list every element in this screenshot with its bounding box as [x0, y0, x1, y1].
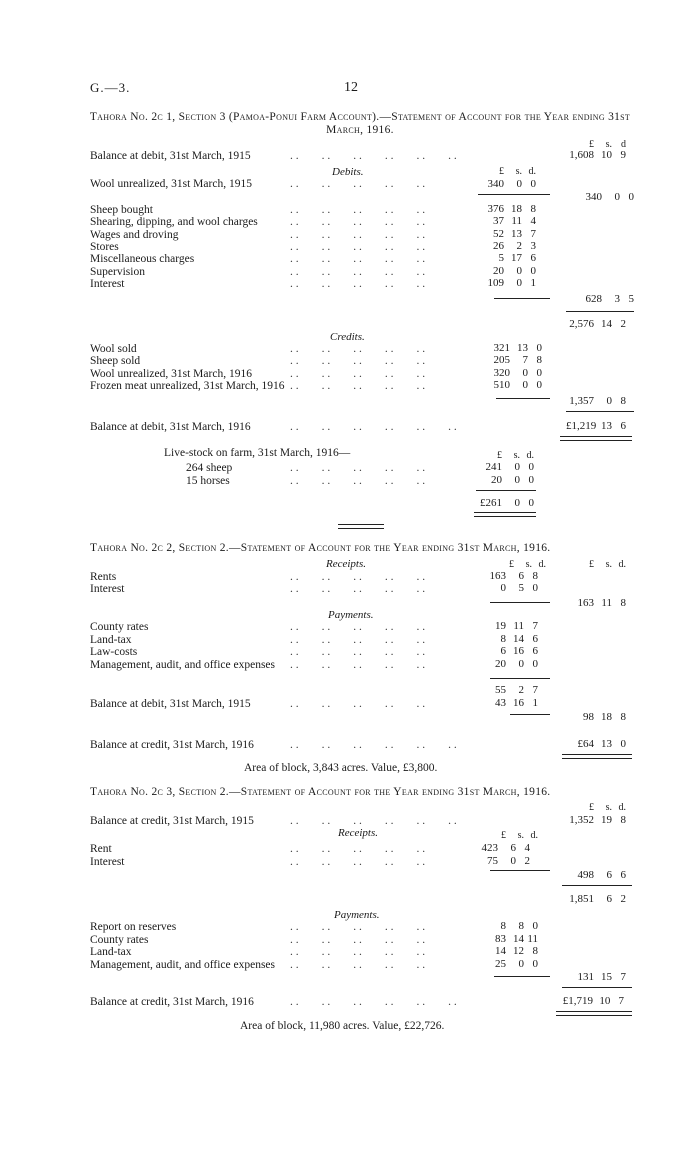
- leader-dots: . . . . . . . . . .: [290, 933, 426, 946]
- leader-dots: . . . . . . . . . .: [290, 571, 426, 583]
- rule: [490, 602, 550, 603]
- ledger-item-label: Wool sold: [90, 343, 137, 355]
- s1-credits-total: 1,357 0 8: [569, 395, 626, 407]
- ledger-item-amount: 37 11 4: [493, 215, 536, 228]
- leader-dots: . . . . . . . . . .: [290, 204, 426, 216]
- ledger-item-amount: 0 5 0: [500, 582, 538, 594]
- ledger-item-amount: 5 17 6: [498, 252, 536, 265]
- leader-dots: . . . . . . . . . .: [290, 621, 426, 633]
- leader-dots: . . . . . . . . . .: [290, 240, 426, 253]
- s3-payments-heading: Payments.: [334, 909, 380, 921]
- ledger-item-amount: 25 0 0: [495, 957, 538, 970]
- ledger-item-label: Interest: [90, 277, 125, 290]
- leader-dots: . . . . . . . . . .: [290, 277, 426, 290]
- ledger-item-amount: 20 0 0: [491, 473, 534, 486]
- s2-payments-subtotal: 55 2 7: [495, 684, 538, 696]
- s2-debit-1915-label: Balance at debit, 31st March, 1915: [90, 698, 251, 710]
- double-rule: [474, 512, 536, 517]
- s3-closing-amount: £1,719 10 7: [562, 995, 624, 1007]
- s1-wool-amount: 340 0 0: [487, 178, 536, 190]
- ledger-item-amount: 8 14 6: [500, 632, 538, 645]
- s3-receipts-heading: Receipts.: [338, 827, 379, 839]
- ledger-item-label: 15 horses: [186, 474, 230, 487]
- ledger-item-label: Sheep bought: [90, 204, 153, 216]
- leader-dots: . . . . . . . . . .: [290, 355, 426, 368]
- ledger-item-label: Frozen meat unrealized, 31st March, 1916: [90, 379, 285, 392]
- s3-payments-total: 131 15 7: [577, 971, 626, 983]
- s2-closing-label: Balance at credit, 31st March, 1916: [90, 739, 254, 751]
- section-divider: [338, 524, 384, 525]
- leader-dots: . . . . . . . . . .: [290, 658, 426, 671]
- ledger-item-amount: 510 0 0: [493, 378, 542, 391]
- s2-debit-1915-amount: 43 16 1: [495, 697, 538, 709]
- section2-title: Tahora No. 2c 2, Section 2.—Statement of Account for the Year ending 31st March, 1916.: [90, 542, 551, 554]
- s3-opening-amount: 1,352 19 8: [569, 814, 626, 826]
- rule: [490, 678, 550, 679]
- ledger-item-label: 264 sheep: [186, 462, 233, 474]
- ledger-item-amount: 109 0 1: [487, 276, 536, 289]
- leader-dots: . . . . . . . . . .: [290, 474, 426, 487]
- leader-dots: . . . . . . . . . .: [290, 646, 426, 658]
- ledger-item-label: County rates: [90, 621, 149, 633]
- ledger-item-amount: 83 14 11: [495, 932, 538, 945]
- s3-receipts-total: 498 6 6: [577, 869, 626, 881]
- double-rule: [562, 754, 632, 759]
- s1-opening-label: Balance at debit, 31st March, 1915: [90, 150, 251, 162]
- leader-dots: . . . . . . . . . .: [290, 216, 426, 229]
- leader-dots: . . . . . . . . . . . .: [290, 739, 457, 751]
- leader-dots: . . . . . . . . . . . .: [290, 996, 457, 1008]
- s1-wool-total: 340 0 0: [585, 191, 634, 203]
- ledger-item-label: Supervision: [90, 265, 145, 278]
- s1-livestock-total: £261 0 0: [480, 497, 534, 509]
- ledger-item-amount: 6 16 6: [500, 645, 538, 657]
- ledger-item-label: Stores: [90, 240, 119, 253]
- leader-dots: . . . . . . . . . .: [290, 462, 426, 474]
- ledger-item-label: Sheep sold: [90, 355, 141, 368]
- leader-dots: . . . . . . . . . .: [290, 367, 426, 380]
- s1-closing-amount: £1,219 13 6: [566, 420, 626, 432]
- s2-payments-total: 98 18 8: [583, 711, 626, 723]
- s2-receipts-heading: Receipts.: [326, 558, 367, 570]
- s1-closing-label: Balance at debit, 31st March, 1916: [90, 421, 251, 433]
- section-divider: [338, 528, 384, 529]
- rule: [496, 398, 550, 399]
- double-rule: [556, 1011, 632, 1016]
- ledger-item-amount: 205 7 8: [493, 354, 542, 367]
- ledger-item-label: Report on reserves: [90, 921, 177, 933]
- s1-debits-total: 628 3 5: [585, 293, 634, 305]
- s1-opening-amount: 1,608 10 9: [569, 149, 626, 161]
- s1-livestock-currency: £ s. d.: [497, 450, 534, 461]
- ledger-item-amount: 19 11 7: [495, 620, 538, 632]
- leader-dots: . . . . . . . . . .: [290, 921, 426, 933]
- rule: [476, 490, 536, 491]
- ledger-item-label: Land-tax: [90, 946, 132, 958]
- s1-livestock-heading: Live-stock on farm, 31st March, 1916—: [164, 447, 351, 459]
- ledger-item-label: Management, audit, and office expenses: [90, 958, 275, 971]
- s3-sum-amount: 1,851 6 2: [569, 893, 626, 905]
- ledger-item-amount: 163 6 8: [489, 570, 538, 582]
- ledger-item-label: Rents: [90, 571, 117, 583]
- s2-currency-a: £ s. d.: [509, 559, 546, 570]
- ledger-item-amount: 20 0 0: [495, 657, 538, 670]
- ledger-item-label: County rates: [90, 933, 149, 946]
- leader-dots: . . . . . . . . . .: [290, 178, 426, 190]
- leader-dots: . . . . . . . . . .: [290, 843, 426, 855]
- ledger-item-amount: 75 0 2: [487, 854, 530, 867]
- ledger-item-amount: 8 8 0: [500, 920, 538, 932]
- s3-currency: £ s. d.: [589, 802, 626, 813]
- ledger-item-amount: 321 13 0: [493, 342, 542, 354]
- leader-dots: . . . . . . . . . .: [290, 855, 426, 868]
- s1-wool-label: Wool unrealized, 31st March, 1915: [90, 178, 252, 190]
- rule: [566, 411, 634, 412]
- leader-dots: . . . . . . . . . .: [290, 958, 426, 971]
- s2-closing-amount: £64 13 0: [577, 738, 626, 750]
- ledger-item-amount: 241 0 0: [485, 461, 534, 473]
- ledger-item-label: Interest: [90, 855, 125, 868]
- section1-title: Tahora No. 2c 1, Section 3 (Pamoa-Ponui Farm Account).—Statement of Account for the Year ending 31st March, 1916.: [89, 111, 631, 136]
- ledger-item-amount: 26 2 3: [493, 239, 536, 252]
- leader-dots: . . . . . . . . . .: [290, 228, 426, 241]
- rule: [510, 714, 550, 715]
- leader-dots: . . . . . . . . . . . .: [290, 150, 457, 162]
- rule: [494, 976, 550, 977]
- s2-currency-b: £ s. d.: [589, 559, 626, 570]
- ledger-item-amount: 14 12 8: [495, 945, 538, 957]
- s1-currency-header: £ s. d: [589, 139, 626, 150]
- rule: [490, 870, 550, 871]
- ledger-item-amount: 376 18 8: [487, 203, 536, 215]
- rule: [494, 298, 550, 299]
- ledger-item-amount: 52 13 7: [493, 227, 536, 240]
- ledger-item-label: Rent: [90, 843, 112, 855]
- s3-closing-label: Balance at credit, 31st March, 1916: [90, 996, 254, 1008]
- rule: [478, 194, 550, 195]
- ledger-item-label: Management, audit, and office expenses: [90, 658, 275, 671]
- ledger-item-label: Wages and droving: [90, 228, 179, 241]
- rule: [562, 885, 632, 886]
- s1-credits-heading: Credits.: [330, 331, 365, 343]
- rule: [566, 311, 634, 312]
- s2-payments-heading: Payments.: [328, 609, 374, 621]
- leader-dots: . . . . . . . . . .: [290, 583, 426, 595]
- leader-dots: . . . . . . . . . . . .: [290, 815, 457, 827]
- leader-dots: . . . . . . . . . .: [290, 343, 426, 355]
- leader-dots: . . . . . . . . . .: [290, 946, 426, 958]
- s1-debit-currency: £ s. d.: [499, 166, 536, 177]
- leader-dots: . . . . . . . . . .: [290, 253, 426, 266]
- s1-debits-heading: Debits.: [332, 166, 364, 178]
- leader-dots: . . . . . . . . . .: [290, 265, 426, 278]
- s1-grand-total: 2,576 14 2: [569, 318, 626, 330]
- leader-dots: . . . . . . . . . . . .: [290, 421, 457, 433]
- ledger-item-label: Land-tax: [90, 633, 132, 646]
- leader-dots: . . . . . . . . . .: [290, 698, 426, 710]
- s2-area-value: Area of block, 3,843 acres. Value, £3,800.: [244, 762, 438, 774]
- ledger-item-label: Wool unrealized, 31st March, 1916: [90, 367, 252, 380]
- ledger-item-amount: 20 0 0: [493, 264, 536, 277]
- ledger-item-label: Law-costs: [90, 646, 138, 658]
- ledger-item-label: Shearing, dipping, and wool charges: [90, 216, 258, 229]
- page-number: 12: [344, 80, 358, 95]
- ledger-item-amount: 423 6 4: [481, 842, 530, 854]
- ledger-item-amount: 320 0 0: [493, 366, 542, 379]
- s2-receipts-total: 163 11 8: [577, 597, 626, 609]
- s3-opening-label: Balance at credit, 31st March, 1915: [90, 815, 254, 827]
- document-code: G.—3.: [90, 80, 131, 95]
- s3-area-value: Area of block, 11,980 acres. Value, £22,726.: [240, 1020, 445, 1032]
- leader-dots: . . . . . . . . . .: [290, 379, 426, 392]
- double-rule: [560, 436, 632, 441]
- rule: [562, 987, 632, 988]
- ledger-item-label: Interest: [90, 583, 125, 595]
- section3-title: Tahora No. 2c 3, Section 2.—Statement of Account for the Year ending 31st March, 1916.: [90, 786, 551, 798]
- leader-dots: . . . . . . . . . .: [290, 633, 426, 646]
- ledger-item-label: Miscellaneous charges: [90, 253, 195, 266]
- s3-receipts-currency: £ s. d.: [501, 830, 538, 841]
